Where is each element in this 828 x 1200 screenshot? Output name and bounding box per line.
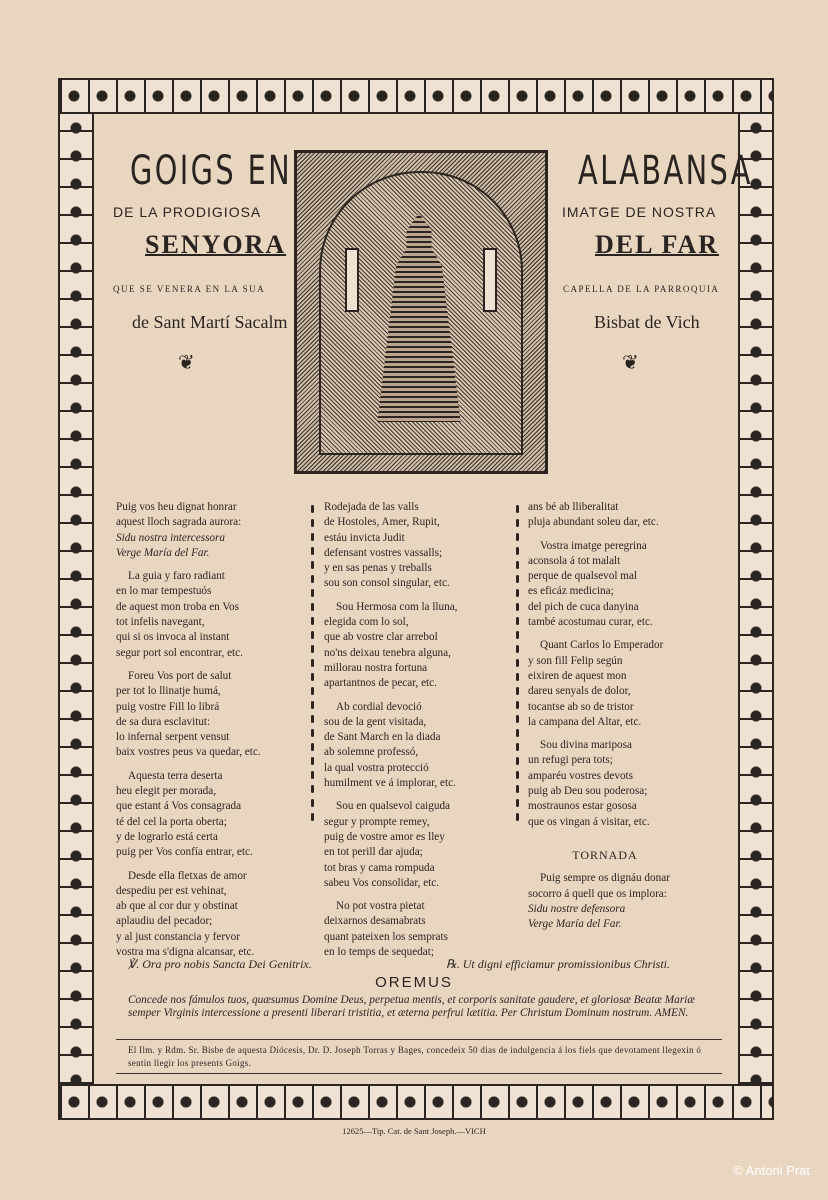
verse-line: qui si os invoca al instant — [116, 631, 230, 644]
verse-line: en tot perill dar ajuda; — [324, 846, 423, 859]
verse-line: despediu per est vehinat, — [116, 884, 227, 897]
verse-line: heu elegit per morada, — [116, 785, 217, 798]
verse-line: la qual vostra protecció — [324, 761, 429, 774]
verse-line: aplaudiu del pecador; — [116, 915, 213, 928]
separator-dot — [516, 785, 519, 793]
verse-line: quant pateixen los semprats — [324, 930, 448, 943]
verse-line: de aquest mon troba en Vos — [116, 600, 239, 613]
separator-dot — [311, 575, 314, 583]
separator-dot — [311, 813, 314, 821]
virgin-woodcut-image — [294, 150, 548, 474]
subtitle-imatge: IMATGE DE NOSTRA — [562, 204, 717, 220]
verse-line: que estant á Vos consagrada — [116, 800, 242, 813]
subtitle-venera: QUE SE VENERA EN LA SUA — [113, 284, 266, 294]
verse-line: baix vostres peus va quedar, etc. — [116, 746, 261, 759]
border-top — [58, 78, 774, 114]
stanza-gap — [324, 692, 457, 700]
verse-line: Ab cordial devoció — [336, 700, 422, 713]
separator-dot — [516, 645, 519, 653]
subtitle-prodigiosa: DE LA PRODIGIOSA — [113, 204, 262, 220]
separator-dot — [311, 743, 314, 751]
separator-dot — [516, 617, 519, 625]
separator-dot — [516, 589, 519, 597]
verse-line: Verge María del Far. — [116, 546, 210, 559]
title-senyora: SENYORA — [145, 230, 287, 259]
verse-line: No pot vostra pietat — [336, 900, 425, 913]
separator-dot — [516, 533, 519, 541]
verse-line: aconsola á tot malalt — [528, 554, 621, 567]
stanza-gap — [528, 863, 670, 871]
verse-line: La guia y faro radiant — [128, 570, 225, 583]
verse-line: puig ab Deu sou poderosa; — [528, 785, 648, 798]
verse-line: ab solemne professó, — [324, 746, 419, 759]
verse-line: vostra ma s'digna alcansar, etc. — [116, 946, 255, 959]
verse-line: segur port sol encontrar, etc. — [116, 646, 243, 659]
verse-line: no'ns deixau tenebra alguna, — [324, 646, 451, 659]
verse-line: mostraunos estar gososa — [528, 800, 637, 813]
stanza-gap — [116, 561, 261, 569]
separator-dot — [311, 757, 314, 765]
separator-dot — [516, 673, 519, 681]
verse-line: perque de qualsevol mal — [528, 570, 638, 583]
verse-line: sabeu Vos consolidar, etc. — [324, 876, 440, 889]
verse-line: defensant vostres vassalls; — [324, 546, 443, 559]
stanza-gap — [116, 761, 261, 769]
stanza-gap — [116, 661, 261, 669]
separator-dot — [311, 533, 314, 541]
verse-line: tot infelis navegant, — [116, 616, 205, 629]
separator-dot — [311, 687, 314, 695]
verse-line: aquest lloch sagrada aurora: — [116, 516, 242, 529]
verse-line: Verge María del Far. — [528, 918, 622, 931]
separator-dot — [311, 729, 314, 737]
stanza-gap — [528, 630, 670, 638]
separator-dot — [516, 575, 519, 583]
separator-dot — [311, 561, 314, 569]
ornament-left-icon: ❦ — [178, 350, 195, 374]
separator-dot — [311, 589, 314, 597]
verse-line: Rodejada de las valls — [324, 501, 419, 513]
separator-dot — [516, 547, 519, 555]
verse-line: de Hostoles, Amer, Rupit, — [324, 516, 440, 529]
verse-line: Sou divina mariposa — [540, 739, 632, 752]
separator-dot — [516, 743, 519, 751]
separator-dot — [516, 715, 519, 723]
verse-line: deixarnos desamabrats — [324, 915, 426, 928]
verse-line: tocantse ab so de tristor — [528, 700, 634, 713]
border-bottom — [58, 1084, 774, 1120]
verse-line: Sou Hermosa com la lluna, — [336, 600, 458, 613]
separator-dot — [311, 715, 314, 723]
separator-dot — [516, 771, 519, 779]
separator-dot — [516, 799, 519, 807]
verse-line: eixiren de aquest mon — [528, 669, 627, 682]
verse-line: que ab vostre clar arrebol — [324, 631, 438, 644]
verse-line: ab que al cor dur y obstinat — [116, 900, 238, 913]
separator-dot — [516, 631, 519, 639]
separator-dot — [516, 729, 519, 737]
verse-line: de Sant March en la diada — [324, 731, 441, 744]
separator-dot — [311, 771, 314, 779]
verse-line: Aquesta terra deserta — [128, 769, 223, 782]
verse-line: humilment ve á implorar, etc. — [324, 777, 456, 790]
verse-line: tot bras y cama rompuda — [324, 861, 435, 874]
verse-line: y son fill Felip según — [528, 654, 623, 667]
verse-line: sou de la gent visitada, — [324, 715, 427, 728]
separator-dot — [516, 561, 519, 569]
verse-line: en lo mar tempestuós — [116, 585, 212, 598]
stanza-gap — [116, 861, 261, 869]
separator-dot — [311, 785, 314, 793]
separator-dot — [311, 617, 314, 625]
verse-line: puig de vostre amor es lley — [324, 830, 445, 843]
versicle: ℣. Ora pro nobis Sancta Dei Genitrix. — [128, 957, 312, 971]
separator-dot — [311, 631, 314, 639]
indulgence-text: El Ilm. y Rdm. Sr. Bisbe de aquesta Diócesis, Dr. D. Joseph Torras y Bages, concedeix 50 dias de indulgencia á los fiels que devotament llegexin ó sentin llegir los presents Goigs. — [128, 1045, 702, 1068]
separator-dot — [516, 603, 519, 611]
verse-line: y de lograrlo está certa — [116, 830, 218, 843]
candle-right-icon — [483, 248, 497, 312]
subtitle-capella: CAPELLA DE LA PARROQUIA — [563, 284, 720, 294]
printer-imprint: 12625—Tip. Cat. de Sant Joseph.—VICH — [342, 1126, 486, 1136]
verse-line: apartantnos de pecar, etc. — [324, 677, 437, 690]
prayer-text: Concede nos fámulos tuos, quæsumus Domine Deus, perpetua mentis, et corporis sanitate gaudere, et gloriosæ Beatæ Mariæ semper Virginis intercessione a presenti liberari tristitia, et æterna perfrui lætitia. Per Christum Dominum nostrum. AMEN. — [128, 994, 695, 1019]
candle-left-icon — [345, 248, 359, 312]
separator-dot — [311, 659, 314, 667]
column-separator-1 — [311, 500, 315, 827]
verse-line: Sidu nostra intercessora — [116, 531, 225, 544]
column-separator-2 — [516, 500, 520, 827]
separator-dot — [516, 659, 519, 667]
stanza-gap — [528, 730, 670, 738]
verse-line: Foreu Vos port de salut — [128, 669, 232, 682]
separator-dot — [516, 519, 519, 527]
verse-line: té del cel la porta oberta; — [116, 815, 227, 828]
verse-line: la campana del Altar, etc. — [528, 715, 642, 728]
verse-line: estáu invicta Judit — [324, 531, 405, 544]
separator-dot — [516, 757, 519, 765]
verse-column-1 — [116, 500, 261, 960]
verse-line: per tot lo llinatje humá, — [116, 685, 221, 698]
verse-line: del pich de cuca danyina — [528, 600, 639, 613]
divider-top — [116, 1039, 722, 1040]
oremus-heading: OREMUS — [375, 974, 453, 991]
separator-dot — [516, 687, 519, 695]
verse-line: Desde ella fletxas de amor — [128, 869, 247, 882]
verse-line: pluja abundant soleu dar, etc. — [528, 516, 659, 529]
border-left — [58, 112, 94, 1086]
separator-dot — [311, 673, 314, 681]
separator-dot — [516, 505, 519, 513]
verse-line: amparéu vostres devots — [528, 769, 634, 782]
verse-line: dareu senyals de dolor, — [528, 685, 631, 698]
border-right — [738, 112, 774, 1086]
verse-line: també acostumau curar, etc. — [528, 616, 653, 629]
verse-line: Quant Carlos lo Emperador — [540, 639, 664, 652]
verse-line: millorau nostra fortuna — [324, 661, 428, 674]
separator-dot — [516, 813, 519, 821]
title-del-far: DEL FAR — [595, 230, 720, 259]
separator-dot — [311, 519, 314, 527]
verse-line: de sa dura esclavitut: — [116, 715, 211, 728]
verse-line: segur y prompte remey, — [324, 815, 430, 828]
separator-dot — [311, 603, 314, 611]
stanza-gap — [528, 531, 670, 539]
place-bisbat: Bisbat de Vich — [594, 312, 700, 332]
stanza-gap — [324, 791, 457, 799]
verse-column-3 — [528, 500, 670, 932]
separator-dot — [311, 547, 314, 555]
separator-dot — [311, 701, 314, 709]
verse-line: socorro á quell que os implora: — [528, 887, 667, 900]
ornament-right-icon: ❦ — [622, 350, 639, 374]
verse-line: que os vingan á visitar, etc. — [528, 815, 650, 828]
verse-line: Sou en qualsevol caiguda — [336, 800, 451, 813]
separator-dot — [311, 505, 314, 513]
verse-line: Puig sempre os dignáu donar — [540, 872, 670, 885]
stanza-gap — [528, 830, 670, 838]
verse-line: ans bé ab lliberalitat — [528, 501, 619, 513]
copyright-watermark: © Antoni Prat — [733, 1163, 810, 1178]
verse-line: lo infernal serpent vensut — [116, 731, 230, 744]
verse-column-2 — [324, 500, 457, 960]
separator-dot — [516, 701, 519, 709]
separator-dot — [311, 645, 314, 653]
verse-line: puig vostre Fill lo librá — [116, 700, 220, 713]
verse-line: TORNADA — [572, 847, 638, 862]
verse-line: elegida com lo sol, — [324, 616, 409, 629]
verse-line: y al just constancia y fervor — [116, 930, 240, 943]
verse-line: puig per Vos confía entrar, etc. — [116, 846, 253, 859]
verse-line: en lo temps de sequedat; — [324, 946, 434, 959]
verse-line: Sidu nostre defensora — [528, 902, 626, 915]
title-alabansa: ALABANSA — [578, 148, 753, 194]
verse-line: y en sas penas y treballs — [324, 562, 432, 575]
stanza-gap — [324, 592, 457, 600]
verse-line: Puig vos heu dignat honrar — [116, 501, 237, 513]
verse-line: es eficáz medicina; — [528, 585, 614, 598]
title-goigs-en: GOIGS EN — [130, 148, 293, 194]
verse-line: un refugi pera tots; — [528, 754, 613, 767]
separator-dot — [311, 799, 314, 807]
verse-line: Vostra imatge peregrina — [540, 539, 647, 552]
verse-line: sou son consol singular, etc. — [324, 577, 450, 590]
place-sant-marti: de Sant Martí Sacalm — [132, 312, 288, 332]
response: ℞. Ut digni efficiamur promissionibus Christi. — [446, 957, 670, 971]
stanza-gap — [324, 891, 457, 899]
divider-bottom — [116, 1073, 722, 1074]
